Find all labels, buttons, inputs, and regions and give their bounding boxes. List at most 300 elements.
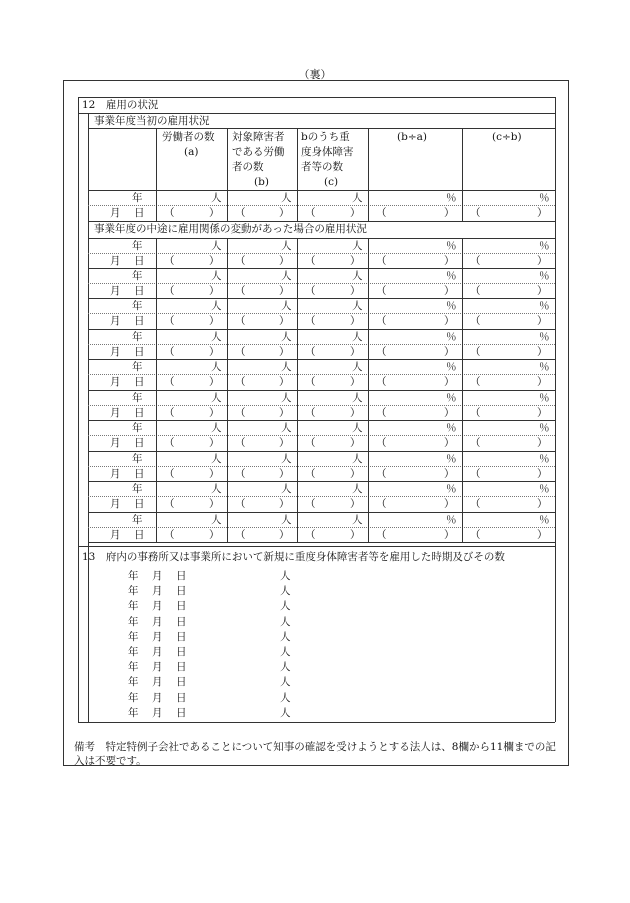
paren-close: ） — [209, 207, 220, 219]
day-unit: 日 — [134, 285, 145, 297]
header-severe-line1: bのうち重 — [301, 131, 350, 143]
percent-unit: ％ — [539, 514, 550, 526]
paren-close: ） — [350, 529, 361, 541]
person-unit: 人 — [281, 331, 292, 343]
person-unit: 人 — [211, 483, 222, 495]
paren-open: （ — [235, 376, 246, 388]
person-unit: 人 — [280, 691, 291, 704]
row-top-line — [88, 420, 555, 421]
person-unit: 人 — [352, 270, 363, 282]
paren-close: ） — [350, 376, 361, 388]
section-divider — [78, 546, 555, 547]
day-unit: 日 — [176, 585, 187, 598]
person-unit: 人 — [280, 615, 291, 628]
percent-unit: ％ — [446, 300, 457, 312]
percent-unit: ％ — [539, 422, 550, 434]
paren-close: ） — [537, 407, 548, 419]
percent-unit: ％ — [446, 392, 457, 404]
paren-open: （ — [164, 255, 175, 267]
row-mid-line — [88, 527, 555, 528]
paren-close: ） — [279, 346, 290, 358]
header-target-disabled-code: (b) — [254, 176, 269, 188]
paren-open: （ — [376, 529, 387, 541]
person-unit: 人 — [352, 300, 363, 312]
day-unit: 日 — [134, 376, 145, 388]
paren-open: （ — [235, 407, 246, 419]
person-unit: 人 — [211, 392, 222, 404]
column-line — [156, 238, 157, 542]
title-divider — [78, 113, 555, 114]
month-unit: 月 — [152, 676, 163, 689]
header-ratio-c-b: (c÷b) — [492, 131, 522, 143]
person-unit: 人 — [281, 453, 292, 465]
paren-open: （ — [470, 255, 481, 267]
year-unit: 年 — [128, 676, 139, 689]
percent-unit: ％ — [539, 192, 550, 204]
rows-bottom-line — [88, 542, 555, 543]
year-unit: 年 — [132, 453, 143, 465]
paren-open: （ — [470, 498, 481, 510]
sub2-divider — [88, 221, 555, 222]
paren-close: ） — [444, 468, 455, 480]
paren-open: （ — [235, 285, 246, 297]
paren-close: ） — [444, 346, 455, 358]
percent-unit: ％ — [446, 270, 457, 282]
row-top-line — [88, 190, 555, 191]
paren-close: ） — [279, 255, 290, 267]
day-unit: 日 — [176, 706, 187, 719]
person-unit: 人 — [281, 514, 292, 526]
year-unit: 年 — [132, 483, 143, 495]
paren-close: ） — [537, 468, 548, 480]
day-unit: 日 — [134, 407, 145, 419]
paren-close: ） — [209, 437, 220, 449]
paren-open: （ — [470, 407, 481, 419]
paren-open: （ — [164, 346, 175, 358]
paren-close: ） — [444, 255, 455, 267]
paren-close: ） — [350, 468, 361, 480]
paren-close: ） — [537, 207, 548, 219]
row-mid-line — [88, 374, 555, 375]
paren-open: （ — [305, 437, 316, 449]
paren-open: （ — [164, 498, 175, 510]
row-top-line — [88, 329, 555, 330]
header-workers-code: (a) — [184, 146, 199, 158]
month-unit: 月 — [110, 407, 121, 419]
paren-close: ） — [350, 315, 361, 327]
row-mid-line — [88, 466, 555, 467]
paren-close: ） — [209, 468, 220, 480]
paren-open: （ — [235, 346, 246, 358]
percent-unit: ％ — [539, 300, 550, 312]
paren-close: ） — [350, 255, 361, 267]
paren-close: ） — [444, 498, 455, 510]
day-unit: 日 — [176, 630, 187, 643]
year-unit: 年 — [128, 706, 139, 719]
month-unit: 月 — [152, 646, 163, 658]
person-unit: 人 — [211, 270, 222, 282]
paren-open: （ — [470, 285, 481, 297]
paren-close: ） — [279, 437, 290, 449]
new-hire-row — [128, 630, 298, 644]
person-unit: 人 — [211, 192, 222, 204]
year-unit: 年 — [132, 300, 143, 312]
person-unit: 人 — [352, 483, 363, 495]
paren-open: （ — [376, 437, 387, 449]
paren-open: （ — [305, 346, 316, 358]
paren-open: （ — [470, 207, 481, 219]
person-unit: 人 — [352, 514, 363, 526]
person-unit: 人 — [352, 240, 363, 252]
column-line — [368, 238, 369, 542]
day-unit: 日 — [134, 346, 145, 358]
section12-title: 12 雇用の状況 — [82, 99, 159, 111]
paren-open: （ — [376, 285, 387, 297]
paren-close: ） — [444, 207, 455, 219]
row-mid-line — [88, 496, 555, 497]
day-unit: 日 — [176, 676, 187, 689]
paren-open: （ — [164, 207, 175, 219]
person-unit: 人 — [211, 331, 222, 343]
paren-open: （ — [235, 498, 246, 510]
month-unit: 月 — [152, 661, 163, 674]
column-line — [297, 128, 298, 221]
paren-close: ） — [537, 529, 548, 541]
row-top-line — [88, 390, 555, 391]
paren-open: （ — [305, 285, 316, 297]
section12-sub2: 事業年度の中途に雇用関係の変動があった場合の雇用状況 — [94, 223, 367, 235]
person-unit: 人 — [281, 270, 292, 282]
percent-unit: ％ — [446, 361, 457, 373]
paren-close: ） — [444, 407, 455, 419]
header-severe-line2: 度身体障害 — [301, 146, 354, 158]
month-unit: 月 — [110, 498, 121, 510]
day-unit: 日 — [134, 529, 145, 541]
day-unit: 日 — [176, 661, 187, 674]
new-hire-row — [128, 569, 298, 583]
day-unit: 日 — [176, 570, 187, 582]
row-top-line — [88, 238, 555, 239]
paren-close: ） — [537, 255, 548, 267]
table-right-border — [555, 97, 556, 722]
paren-open: （ — [164, 529, 175, 541]
year-unit: 年 — [128, 600, 139, 613]
column-line — [462, 238, 463, 542]
header-target-disabled-line3: 者の数 — [232, 161, 264, 173]
year-unit: 年 — [128, 585, 139, 598]
year-unit: 年 — [128, 570, 139, 582]
year-unit: 年 — [132, 331, 143, 343]
year-unit: 年 — [128, 615, 139, 628]
person-unit: 人 — [281, 361, 292, 373]
percent-unit: ％ — [539, 240, 550, 252]
paren-close: ） — [444, 376, 455, 388]
paren-open: （ — [305, 407, 316, 419]
paren-open: （ — [305, 468, 316, 480]
percent-unit: ％ — [446, 331, 457, 343]
row-mid-line — [88, 405, 555, 406]
paren-open: （ — [470, 468, 481, 480]
paren-close: ） — [350, 207, 361, 219]
month-unit: 月 — [110, 315, 121, 327]
month-unit: 月 — [110, 437, 121, 449]
remarks-label: 備考 — [74, 741, 95, 753]
day-unit: 日 — [134, 207, 145, 219]
year-unit: 年 — [132, 270, 143, 282]
paren-open: （ — [376, 407, 387, 419]
paren-open: （ — [305, 207, 316, 219]
paren-open: （ — [470, 376, 481, 388]
month-unit: 月 — [152, 706, 163, 719]
new-hire-row — [128, 706, 298, 720]
year-unit: 年 — [132, 392, 143, 404]
paren-open: （ — [376, 498, 387, 510]
paren-open: （ — [235, 315, 246, 327]
paren-close: ） — [444, 285, 455, 297]
year-unit: 年 — [132, 240, 143, 252]
row-mid-line — [88, 253, 555, 254]
day-unit: 日 — [134, 468, 145, 480]
paren-open: （ — [376, 315, 387, 327]
paren-open: （ — [235, 529, 246, 541]
paren-open: （ — [164, 437, 175, 449]
month-unit: 月 — [152, 600, 163, 613]
paren-close: ） — [209, 285, 220, 297]
percent-unit: ％ — [539, 361, 550, 373]
column-line — [462, 128, 463, 221]
paren-open: （ — [470, 437, 481, 449]
paren-close: ） — [279, 498, 290, 510]
month-unit: 月 — [110, 285, 121, 297]
new-hire-row — [128, 599, 298, 613]
sub1-divider — [88, 128, 555, 129]
paren-open: （ — [164, 468, 175, 480]
month-unit: 月 — [152, 570, 163, 582]
page-label: （裏） — [298, 68, 332, 81]
year-unit: 年 — [132, 514, 143, 526]
row-top-line — [88, 298, 555, 299]
paren-open: （ — [235, 437, 246, 449]
person-unit: 人 — [281, 392, 292, 404]
paren-close: ） — [537, 346, 548, 358]
paren-close: ） — [279, 207, 290, 219]
paren-open: （ — [305, 376, 316, 388]
paren-close: ） — [350, 498, 361, 510]
new-hire-row — [128, 584, 298, 598]
row-top-line — [88, 512, 555, 513]
paren-close: ） — [444, 529, 455, 541]
paren-close: ） — [279, 285, 290, 297]
paren-open: （ — [164, 407, 175, 419]
paren-close: ） — [350, 285, 361, 297]
paren-open: （ — [376, 207, 387, 219]
header-workers: 労働者の数 — [162, 131, 215, 143]
percent-unit: ％ — [539, 392, 550, 404]
row-mid-line — [88, 313, 555, 314]
column-line — [297, 238, 298, 542]
percent-unit: ％ — [446, 422, 457, 434]
paren-close: ） — [209, 346, 220, 358]
month-unit: 月 — [110, 529, 121, 541]
person-unit: 人 — [352, 331, 363, 343]
person-unit: 人 — [352, 422, 363, 434]
year-unit: 年 — [132, 192, 143, 204]
table-top-border — [78, 97, 555, 98]
new-hire-row — [128, 675, 298, 689]
paren-close: ） — [350, 437, 361, 449]
person-unit: 人 — [281, 300, 292, 312]
person-unit: 人 — [211, 514, 222, 526]
person-unit: 人 — [211, 361, 222, 373]
row-mid-line — [88, 283, 555, 284]
paren-open: （ — [164, 285, 175, 297]
month-unit: 月 — [110, 207, 121, 219]
day-unit: 日 — [134, 498, 145, 510]
month-unit: 月 — [152, 615, 163, 628]
year-unit: 年 — [128, 630, 139, 643]
month-unit: 月 — [110, 468, 121, 480]
paren-close: ） — [209, 498, 220, 510]
percent-unit: ％ — [446, 453, 457, 465]
paren-open: （ — [470, 315, 481, 327]
month-unit: 月 — [152, 585, 163, 598]
person-unit: 人 — [281, 422, 292, 434]
column-line — [156, 128, 157, 221]
person-unit: 人 — [280, 570, 291, 582]
person-unit: 人 — [280, 706, 291, 719]
paren-open: （ — [305, 529, 316, 541]
paren-close: ） — [537, 315, 548, 327]
month-unit: 月 — [152, 630, 163, 643]
row-top-line — [88, 268, 555, 269]
table-bottom-border — [78, 722, 555, 723]
row-mid-line — [88, 205, 555, 206]
paren-open: （ — [164, 315, 175, 327]
year-unit: 年 — [128, 661, 139, 674]
person-unit: 人 — [211, 453, 222, 465]
paren-close: ） — [279, 407, 290, 419]
paren-close: ） — [279, 468, 290, 480]
day-unit: 日 — [134, 437, 145, 449]
paren-open: （ — [376, 255, 387, 267]
day-unit: 日 — [176, 615, 187, 628]
year-unit: 年 — [132, 361, 143, 373]
table-left-border — [78, 97, 79, 722]
person-unit: 人 — [281, 240, 292, 252]
paren-open: （ — [470, 346, 481, 358]
row-mid-line — [88, 344, 555, 345]
year-unit: 年 — [132, 422, 143, 434]
month-unit: 月 — [110, 346, 121, 358]
year-unit: 年 — [128, 691, 139, 704]
row-top-line — [88, 359, 555, 360]
paren-close: ） — [350, 407, 361, 419]
header-target-disabled-line2: である労働 — [232, 146, 285, 158]
person-unit: 人 — [211, 422, 222, 434]
new-hire-row — [128, 660, 298, 674]
paren-close: ） — [279, 376, 290, 388]
paren-close: ） — [209, 315, 220, 327]
row-top-line — [88, 451, 555, 452]
paren-close: ） — [350, 346, 361, 358]
person-unit: 人 — [280, 661, 291, 674]
new-hire-row — [128, 691, 298, 705]
day-unit: 日 — [176, 600, 187, 613]
paren-open: （ — [305, 315, 316, 327]
section13-title: 13 府内の事務所又は事業所において新規に重度身体障害者等を雇用した時期及びその数 — [82, 551, 505, 563]
paren-close: ） — [209, 529, 220, 541]
paren-close: ） — [537, 376, 548, 388]
paren-close: ） — [444, 437, 455, 449]
paren-close: ） — [537, 498, 548, 510]
percent-unit: ％ — [539, 270, 550, 282]
new-hire-row — [128, 645, 298, 659]
paren-open: （ — [305, 498, 316, 510]
year-unit: 年 — [128, 646, 139, 658]
person-unit: 人 — [280, 600, 291, 613]
person-unit: 人 — [280, 630, 291, 643]
person-unit: 人 — [352, 361, 363, 373]
percent-unit: ％ — [539, 453, 550, 465]
person-unit: 人 — [281, 483, 292, 495]
person-unit: 人 — [281, 192, 292, 204]
paren-close: ） — [209, 255, 220, 267]
row-top-line — [88, 481, 555, 482]
paren-close: ） — [209, 376, 220, 388]
column-line — [368, 128, 369, 221]
paren-open: （ — [376, 468, 387, 480]
percent-unit: ％ — [539, 331, 550, 343]
paren-open: （ — [470, 529, 481, 541]
column-line — [227, 238, 228, 542]
day-unit: 日 — [134, 315, 145, 327]
column-line — [227, 128, 228, 221]
percent-unit: ％ — [446, 514, 457, 526]
paren-open: （ — [235, 468, 246, 480]
row-mid-line — [88, 435, 555, 436]
header-target-disabled-line1: 対象障害者 — [232, 131, 285, 143]
person-unit: 人 — [211, 300, 222, 312]
month-unit: 月 — [110, 255, 121, 267]
day-unit: 日 — [176, 691, 187, 704]
header-severe-code: (c) — [324, 176, 339, 188]
paren-open: （ — [235, 207, 246, 219]
paren-open: （ — [235, 255, 246, 267]
header-ratio-b-a: (b÷a) — [397, 131, 427, 143]
remarks-text: 特定特例子会社であることについて知事の確認を受けようとする法人は、8欄から11欄までの記入は不要です。 — [74, 741, 556, 767]
paren-close: ） — [444, 315, 455, 327]
person-unit: 人 — [352, 392, 363, 404]
header-severe-line3: 者等の数 — [301, 161, 343, 173]
paren-close: ） — [279, 529, 290, 541]
person-unit: 人 — [280, 646, 291, 658]
new-hire-row — [128, 615, 298, 629]
month-unit: 月 — [110, 376, 121, 388]
percent-unit: ％ — [446, 192, 457, 204]
percent-unit: ％ — [446, 240, 457, 252]
paren-open: （ — [376, 346, 387, 358]
paren-open: （ — [305, 255, 316, 267]
paren-open: （ — [164, 376, 175, 388]
person-unit: 人 — [211, 240, 222, 252]
person-unit: 人 — [352, 192, 363, 204]
person-unit: 人 — [352, 453, 363, 465]
day-unit: 日 — [134, 255, 145, 267]
paren-close: ） — [537, 437, 548, 449]
section12-sub1: 事業年度当初の雇用状況 — [94, 115, 210, 127]
person-unit: 人 — [280, 676, 291, 689]
day-unit: 日 — [176, 646, 187, 658]
